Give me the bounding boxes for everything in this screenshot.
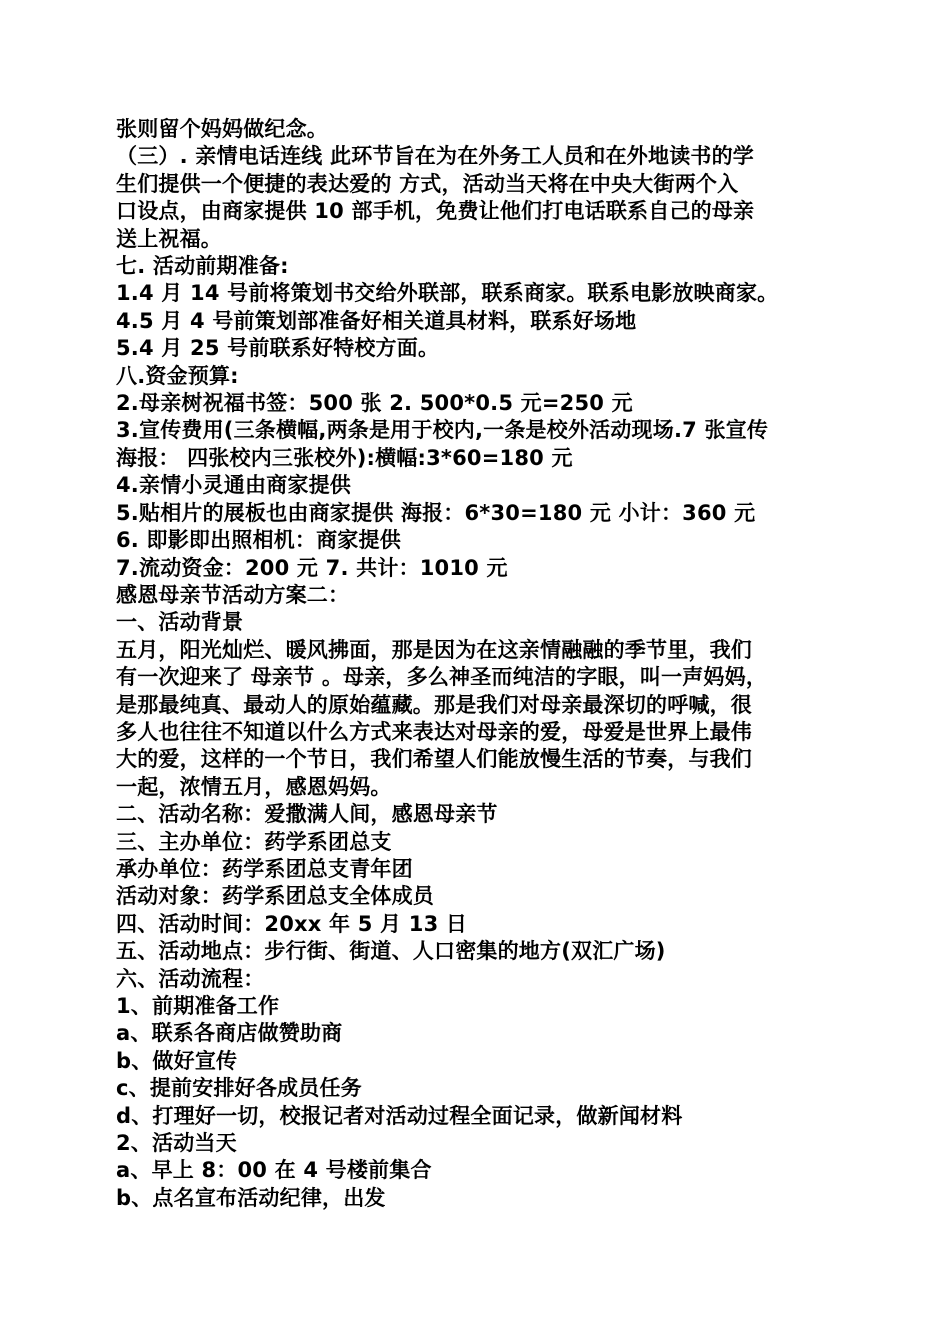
text-line: 大的爱，这样的一个节日，我们希望人们能放慢生活的节奏，与我们 (116, 747, 752, 772)
section-heading-process: 六、活动流程： (116, 966, 265, 991)
list-item: b、做好宣传 (116, 1048, 238, 1073)
budget-item: 6. 即影即出照相机：商家提供 (116, 528, 401, 553)
section-heading-background: 一、活动背景 (116, 610, 244, 635)
text-line: 4.5 月 4 号前策划部准备好相关道具材料，联系好场地 (116, 308, 637, 333)
activity-location: 五、活动地点：步行街、街道、人口密集的地方(双汇广场) (116, 939, 666, 964)
text-line: 1.4 月 14 号前将策划书交给外联部，联系商家。联系电影放映商家。 (116, 281, 779, 306)
text-line: 口设点，由商家提供 10 部手机，免费让他们打电话联系自己的母亲 (116, 199, 755, 224)
section-heading-phone-call: （三）. 亲情电话连线 此环节旨在为在外务工人员和在外地读书的学 (116, 144, 754, 169)
text-line: 送上祝福。 (116, 226, 222, 251)
list-item: a、联系各商店做赞助商 (116, 1021, 343, 1046)
activity-time: 四、活动时间：20xx 年 5 月 13 日 (116, 911, 468, 936)
text-line: 一起，浓情五月，感恩妈妈。 (116, 774, 392, 799)
text-line: 有一次迎来了 母亲节 。母亲，多么神圣而纯洁的字眼，叫一声妈妈， (116, 665, 768, 690)
text-line: 五月，阳光灿烂、暖风拂面，那是因为在这亲情融融的季节里，我们 (116, 637, 752, 662)
text-line: 张则留个妈妈做纪念。 (116, 117, 328, 141)
budget-item: 2.母亲树祝福书签：500 张 2. 500*0.5 元=250 元 (116, 391, 633, 416)
budget-item: 海报： 四张校内三张校外):横幅:3*60=180 元 (116, 445, 573, 470)
section-heading-budget: 八.资金预算: (116, 363, 239, 388)
text-line: 是那最纯真、最动人的原始蕴藏。那是我们对母亲最深切的呼喊，很 (116, 692, 752, 717)
list-item: b、点名宣布活动纪律，出发 (116, 1185, 386, 1210)
document-page (116, 116, 836, 1212)
text-line: 多人也往往不知道以什么方式来表达对母亲的爱，母爱是世界上最伟 (116, 719, 752, 744)
list-item: d、打理好一切，校报记者对活动过程全面记录，做新闻材料 (116, 1103, 683, 1128)
section-heading-preparation: 七. 活动前期准备: (116, 254, 289, 279)
participants: 活动对象：药学系团总支全体成员 (116, 884, 434, 909)
organizer: 三、主办单位：药学系团总支 (116, 829, 392, 854)
list-item: a、早上 8：00 在 4 号楼前集合 (116, 1158, 432, 1183)
text-line: 5.4 月 25 号前联系好特校方面。 (116, 336, 440, 361)
budget-item: 3.宣传费用(三条横幅,两条是用于校内,一条是校外活动现场.7 张宣传 (116, 418, 769, 443)
process-step-heading: 1、前期准备工作 (116, 994, 280, 1018)
budget-item: 5.贴相片的展板也由商家提供 海报：6*30=180 元 小计：360 元 (116, 500, 756, 525)
activity-name: 二、活动名称：爱撒满人间，感恩母亲节 (116, 802, 498, 827)
co-organizer: 承办单位：药学系团总支青年团 (116, 856, 413, 881)
plan-two-title: 感恩母亲节活动方案二： (116, 582, 350, 607)
list-item: c、提前安排好各成员任务 (116, 1076, 362, 1101)
process-step-heading: 2、活动当天 (116, 1131, 237, 1156)
budget-item: 4.亲情小灵通由商家提供 (116, 473, 351, 498)
text-line: 生们提供一个便捷的表达爱的 方式，活动当天将在中央大街两个入 (116, 171, 739, 196)
budget-total: 7.流动资金：200 元 7. 共计：1010 元 (116, 555, 508, 580)
